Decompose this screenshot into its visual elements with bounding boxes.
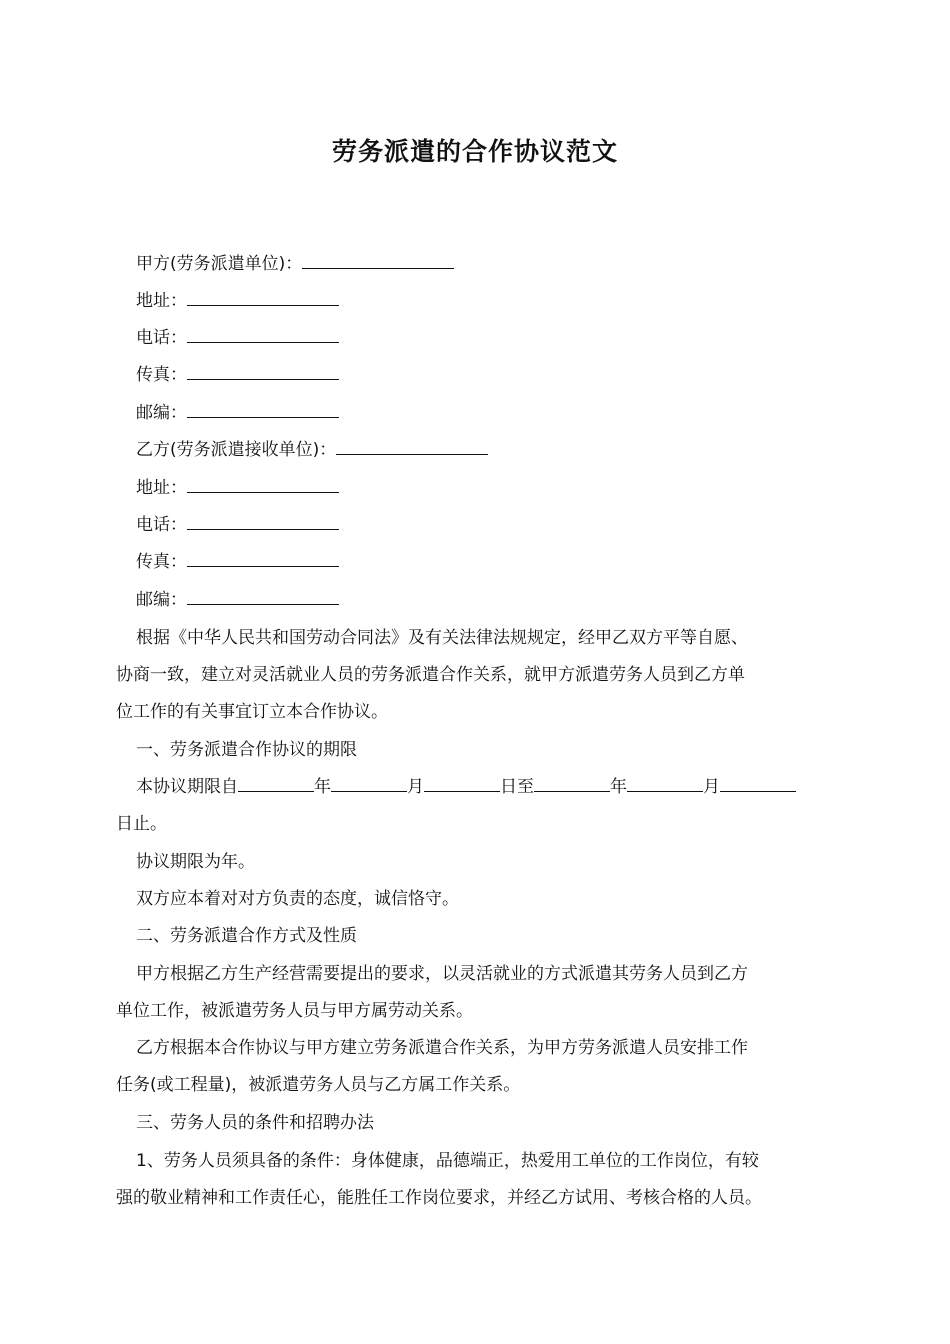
month-blank	[627, 777, 703, 792]
section-2-heading: 二、劳务派遣合作方式及性质	[136, 926, 357, 946]
day-blank	[424, 777, 500, 792]
field-label: 地址：	[136, 291, 187, 311]
party-a-phone	[136, 324, 876, 352]
section-3-heading: 三、劳务人员的条件和招聘办法	[136, 1113, 374, 1133]
day-blank	[720, 777, 796, 792]
preamble-line-3: 位工作的有关事宜订立本合作协议。	[116, 702, 388, 722]
party-a-blank	[302, 254, 454, 269]
year-blank	[238, 777, 314, 792]
attitude-line: 双方应本着对对方负责的态度，诚信恪守。	[136, 889, 459, 909]
party-b-line	[136, 436, 876, 464]
month-label: 月	[407, 777, 424, 797]
party-b-label: 乙方(劳务派遣接收单位)：	[136, 440, 337, 460]
party-b-address	[136, 474, 876, 502]
field-blank	[187, 291, 339, 306]
field-blank	[187, 515, 339, 530]
party-b-fax	[136, 548, 876, 576]
field-blank	[187, 590, 339, 605]
year-label: 年	[314, 777, 331, 797]
party-b-phone	[136, 511, 876, 539]
field-label: 电话：	[136, 515, 187, 535]
year-label: 年	[610, 777, 627, 797]
field-label: 邮编：	[136, 403, 187, 423]
field-blank	[187, 403, 339, 418]
party-b-blank	[336, 440, 488, 455]
document-title: 劳务派遣的合作协议范文	[331, 137, 618, 166]
section-3-item-1-line-1: 1、劳务人员须具备的条件：身体健康，品德端正，热爱用工单位的工作岗位，有较	[136, 1151, 759, 1171]
field-label: 传真：	[136, 365, 187, 385]
field-label: 电话：	[136, 328, 187, 348]
field-blank	[187, 328, 339, 343]
party-a-fax	[136, 361, 876, 389]
field-label: 地址：	[136, 478, 187, 498]
preamble-line-2: 协商一致，建立对灵活就业人员的劳务派遣合作关系，就甲方派遣劳务人员到乙方单	[116, 665, 745, 685]
party-a-label: 甲方(劳务派遣单位)：	[136, 254, 303, 274]
section-2-para-1-line-2: 单位工作，被派遣劳务人员与甲方属劳动关系。	[116, 1001, 473, 1021]
section-2-para-2-line-1: 乙方根据本合作协议与甲方建立劳务派遣合作关系，为甲方劳务派遣人员安排工作	[136, 1038, 748, 1058]
field-blank	[187, 478, 339, 493]
field-blank	[187, 365, 339, 380]
section-2-para-2-line-2: 任务(或工程量)，被派遣劳务人员与乙方属工作关系。	[116, 1075, 521, 1095]
year-blank	[534, 777, 610, 792]
section-1-heading: 一、劳务派遣合作协议的期限	[136, 740, 357, 760]
party-b-postcode	[136, 586, 876, 614]
period-end: 日止。	[116, 814, 167, 834]
term-line: 协议期限为年。	[136, 852, 255, 872]
party-a-address	[136, 287, 876, 315]
period-line	[136, 773, 876, 801]
section-3-item-1-line-2: 强的敬业精神和工作责任心，能胜任工作岗位要求，并经乙方试用、考核合格的人员。	[116, 1188, 762, 1208]
field-blank	[187, 552, 339, 567]
field-label: 传真：	[136, 552, 187, 572]
field-label: 邮编：	[136, 590, 187, 610]
month-blank	[331, 777, 407, 792]
month-label: 月	[703, 777, 720, 797]
preamble-line-1: 根据《中华人民共和国劳动合同法》及有关法律法规规定，经甲乙双方平等自愿、	[136, 628, 748, 648]
party-a-line	[136, 250, 876, 278]
day-to-label: 日至	[500, 777, 534, 797]
section-2-para-1-line-1: 甲方根据乙方生产经营需要提出的要求，以灵活就业的方式派遣其劳务人员到乙方	[136, 964, 748, 984]
party-a-postcode	[136, 399, 876, 427]
period-prefix: 本协议期限自	[136, 777, 238, 797]
